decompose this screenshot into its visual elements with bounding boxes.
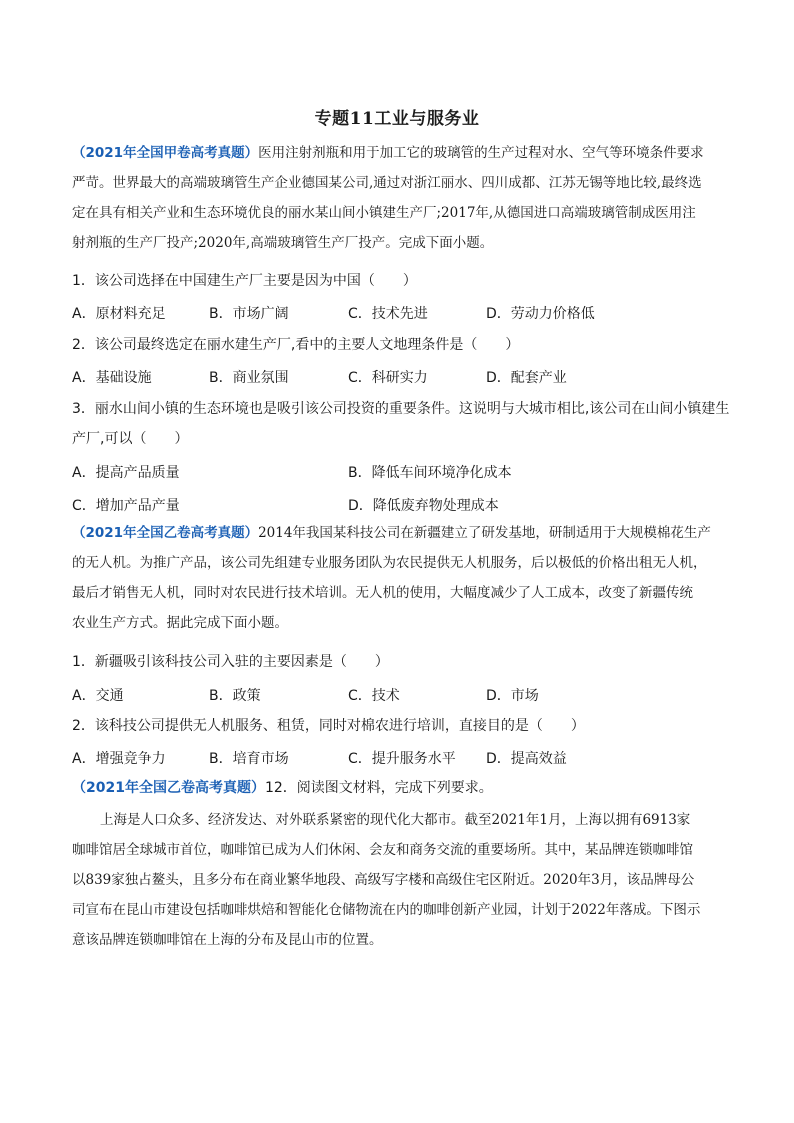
option-d: D．市场 [486,688,539,704]
passage-2-line-1: （2021年全国乙卷高考真题）2014年我国某科技公司在新疆建立了研发基地，研制适用于大规模棉花生产 [72,525,711,541]
passage-2-line-4: 农业生产方式。据此完成下面小题。 [72,615,288,631]
passage-3-line-1: 上海是人口众多、经济发达、对外联系紧密的现代化大都市。截至2021年1月，上海以拥有6913家 [100,812,691,828]
question-stem: 3．丽水山间小镇的生态环境也是吸引该公司投资的重要条件。这说明与大城市相比,该公司在山间小镇建生 产厂,可以（ ） [72,401,730,447]
passage-3 [72,805,724,955]
option-b: B．政策 [209,688,261,704]
option-b: B．培育市场 [209,751,289,767]
option-d: D．配套产业 [486,370,567,386]
option-c: C．增加产品产量 [72,498,180,514]
question-options [72,685,732,705]
question-intro: 12．阅读图文材料，完成下列要求。 [264,780,493,796]
question-options [72,495,732,515]
option-a: A．交通 [72,688,124,704]
passage-1 [72,138,724,258]
option-b: B．市场广阔 [209,306,289,322]
passage-3-line-5: 意该品牌连锁咖啡馆在上海的分布及昆山市的位置。 [72,932,383,948]
question-stem: 1．新疆吸引该科技公司入驻的主要因素是（ ） [72,654,389,670]
option-a: A．提高产品质量 [72,465,180,481]
passage-3-line-4: 司宣布在昆山市建设包括咖啡烘焙和智能化仓储物流在内的咖啡创新产业园，计划于2022年落成。下图示 [72,902,701,918]
passage-1-line-4: 射剂瓶的生产厂投产;2020年,高端玻璃管生产厂投产。完成下面小题。 [72,235,494,251]
passage-2 [72,518,724,638]
question-options [72,748,732,768]
option-a: A．原材料充足 [72,306,166,322]
question-stem: 1．该公司选择在中国建生产厂主要是因为中国（ ） [72,273,417,289]
passage-1-line-3: 定在具有相关产业和生态环境优良的丽水某山间小镇建生产厂;2017年,从德国进口高端玻璃管制成医用注 [72,205,696,221]
option-c: C．技术先进 [348,306,428,322]
option-b: B．降低车间环境净化成本 [348,465,512,481]
question-options [72,462,732,482]
option-a: A．增强竞争力 [72,751,166,767]
page-title: 专题11工业与服务业 [314,109,480,129]
question-stem: 2．该公司最终选定在丽水建生产厂,看中的主要人文地理条件是（ ） [72,337,520,353]
passage-1-line-2: 严苛。世界最大的高端玻璃管生产企业德国某公司,通过对浙江丽水、四川成都、江苏无锡等地比较,最终选 [72,175,702,191]
passage-1-line-1: （2021年全国甲卷高考真题）医用注射剂瓶和用于加工它的玻璃管的生产过程对水、空气等环境条件要求 [72,145,704,161]
option-a: A．基础设施 [72,370,152,386]
question-options [72,303,732,323]
question-options [72,367,732,387]
question-stem: 2．该科技公司提供无人机服务、租赁，同时对棉农进行培训，直接目的是（ ） [72,718,585,734]
passage-3-line-2: 咖啡馆居全球城市首位，咖啡馆已成为人们休闲、会友和商务交流的重要场所。其中，某品牌连锁咖啡馆 [72,842,693,858]
passage-2-line-3: 最后才销售无人机，同时对农民进行技术培训。无人机的使用，大幅度减少了人工成本，改变了新疆传统 [72,585,693,601]
option-c: C．科研实力 [348,370,428,386]
question-header [72,773,732,803]
option-d: D．提高效益 [486,751,567,767]
passage-2-line-2: 的无人机。为推广产品，该公司先组建专业服务团队为农民提供无人机服务，后以极低的价格出租无人机， [72,555,707,571]
option-b: B．商业氛围 [209,370,289,386]
option-d: D．降低废弃物处理成本 [348,498,499,514]
option-c: C．技术 [348,688,400,704]
passage-3-line-3: 以839家独占鳌头，且多分布在商业繁华地段、高级写字楼和高级住宅区附近。2020年3月，该品牌母公 [72,872,695,888]
option-d: D．劳动力价格低 [486,306,595,322]
option-c: C．提升服务水平 [348,751,456,767]
source-tag: （2021年全国乙卷高考真题） [72,525,259,541]
source-tag: （2021年全国甲卷高考真题） [72,145,259,161]
source-tag: （2021年全国乙卷高考真题） [72,780,265,796]
